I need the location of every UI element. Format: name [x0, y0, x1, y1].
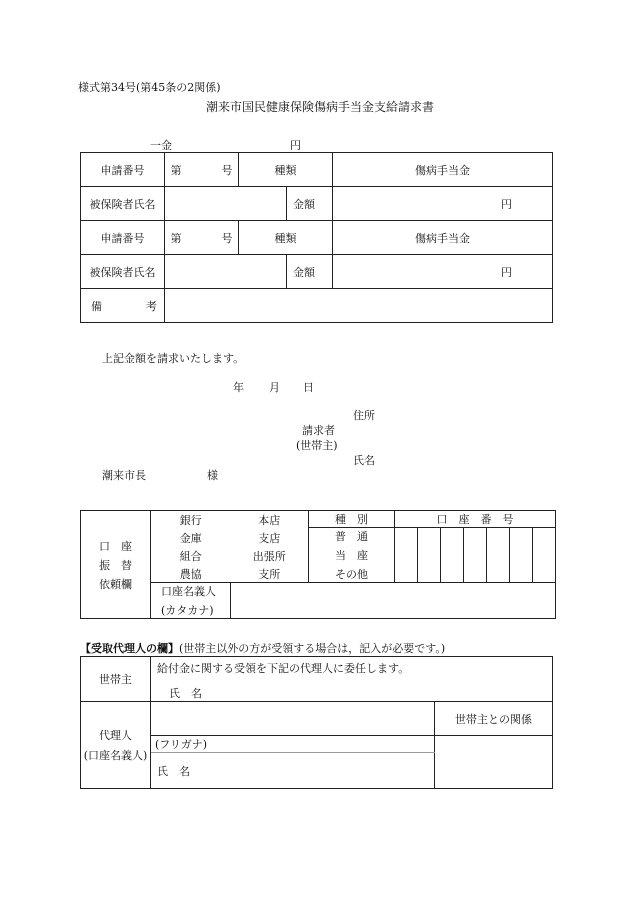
branch-shisho: 支所 [258, 567, 281, 581]
household-head-cell-label: 世帯主 [81, 657, 151, 702]
account-digit-4[interactable] [464, 528, 487, 583]
agent-section-heading [80, 643, 445, 654]
furigana-cell[interactable] [151, 736, 435, 753]
kind-toza: 当 座 [335, 549, 368, 562]
account-kind-header: 種 別 [309, 511, 395, 528]
application-number-label: 申請番号 [81, 153, 165, 187]
bank-row-label-1: 口 座 [99, 539, 132, 553]
name-label: 氏名 [353, 454, 375, 467]
insured-name-label: 被保険者氏名 [81, 187, 165, 221]
yen-unit: 円 [501, 197, 513, 211]
type-label: 種類 [239, 153, 333, 187]
insured-name-field[interactable] [165, 187, 287, 221]
delegation-text: 給付金に関する受領を下記の代理人に委任します。 [157, 662, 410, 675]
bank-transfer-table [80, 510, 556, 619]
account-holder-label-2: (カタカナ) [161, 604, 214, 617]
agent-label: 代理人 [99, 729, 132, 742]
branch-shutchojo: 出張所 [252, 549, 286, 563]
amount-label-2: 金額 [287, 255, 333, 289]
type-label-2: 種類 [239, 221, 333, 255]
amount-field-2[interactable] [333, 255, 553, 289]
account-holder-label-1: 口座名義人 [161, 585, 216, 598]
amount-field[interactable] [333, 187, 553, 221]
branch-shiten: 支店 [258, 531, 281, 545]
account-digit-2[interactable] [418, 528, 441, 583]
kind-futsu: 普 通 [335, 530, 368, 543]
branch-type-cell[interactable] [231, 511, 309, 583]
agent-blank-cell[interactable] [151, 702, 435, 736]
institution-type-cell[interactable] [151, 511, 231, 583]
agent-section-note: (世帯主以外の方が受領する場合は，記入が必要です。) [179, 642, 446, 655]
date-month: 月 [269, 381, 280, 394]
dai-label: 第 [170, 163, 182, 177]
account-digit-6[interactable] [510, 528, 533, 583]
agent-name-label: 氏 名 [157, 764, 190, 778]
date-year: 年 [233, 381, 244, 394]
account-kind-options[interactable] [309, 528, 395, 583]
agent-sublabel: (口座名義人) [83, 749, 148, 762]
mayor-label: 潮来市長 [102, 469, 146, 482]
gou-label: 号 [221, 163, 233, 177]
branch-honten: 本店 [258, 513, 281, 527]
bank-row-label [81, 511, 151, 619]
type-value-2: 傷病手当金 [333, 221, 553, 255]
furigana-label: (フリガナ) [155, 738, 208, 751]
account-digit-5[interactable] [487, 528, 510, 583]
application-number-field[interactable] [165, 153, 239, 187]
institution-bank: 銀行 [179, 513, 202, 527]
agent-name-cell[interactable] [151, 753, 435, 789]
remarks-label [81, 289, 165, 323]
gou-label: 号 [221, 231, 233, 245]
insured-name-field-2[interactable] [165, 255, 287, 289]
application-number-field-2[interactable] [165, 221, 239, 255]
yen-unit: 円 [501, 265, 513, 279]
account-digit-3[interactable] [441, 528, 464, 583]
agent-section-title: 【受取代理人の欄】 [80, 642, 179, 655]
date-day: 日 [303, 381, 314, 394]
institution-nokyo: 農協 [179, 567, 202, 581]
form-title: 潮来市国民健康保険傷病手当金支給請求書 [206, 100, 435, 114]
household-head-label: (世帯主) [296, 439, 338, 452]
delegation-cell[interactable] [151, 657, 553, 702]
address-label: 住所 [353, 409, 375, 422]
insured-name-label-2: 被保険者氏名 [81, 255, 165, 289]
amount-prefix: 一金 [150, 139, 172, 152]
sama-label: 様 [207, 469, 218, 482]
request-text: 上記金額を請求いたします。 [102, 352, 245, 365]
form-number: 様式第34号(第45条の2関係) [78, 81, 221, 94]
remarks-label-2: 考 [146, 299, 157, 313]
bank-row-label-3: 依頼欄 [99, 577, 132, 591]
type-value: 傷病手当金 [333, 153, 553, 187]
account-holder-label [151, 583, 231, 619]
remarks-label-1: 備 [91, 299, 102, 313]
account-holder-field[interactable] [231, 583, 556, 619]
account-digit-1[interactable] [395, 528, 418, 583]
claimant-label: 請求者 [302, 424, 335, 437]
relationship-field[interactable] [435, 736, 553, 789]
relationship-label: 世帯主との関係 [435, 702, 553, 736]
institution-kinko: 金庫 [179, 531, 202, 545]
remarks-field[interactable] [165, 289, 553, 323]
amount-label: 金額 [287, 187, 333, 221]
dai-label: 第 [170, 231, 182, 245]
agent-table [80, 656, 553, 789]
account-number-header: 口 座 番 号 [395, 511, 556, 528]
account-digit-7[interactable] [533, 528, 556, 583]
head-name-label: 氏 名 [169, 687, 202, 700]
bank-row-label-2: 振 替 [99, 558, 132, 572]
application-number-label-2: 申請番号 [81, 221, 165, 255]
kind-other: その他 [335, 568, 368, 581]
amount-unit: 円 [290, 139, 301, 152]
main-application-table [80, 152, 553, 323]
institution-kumiai: 組合 [179, 549, 202, 563]
agent-label-cell [81, 702, 151, 789]
